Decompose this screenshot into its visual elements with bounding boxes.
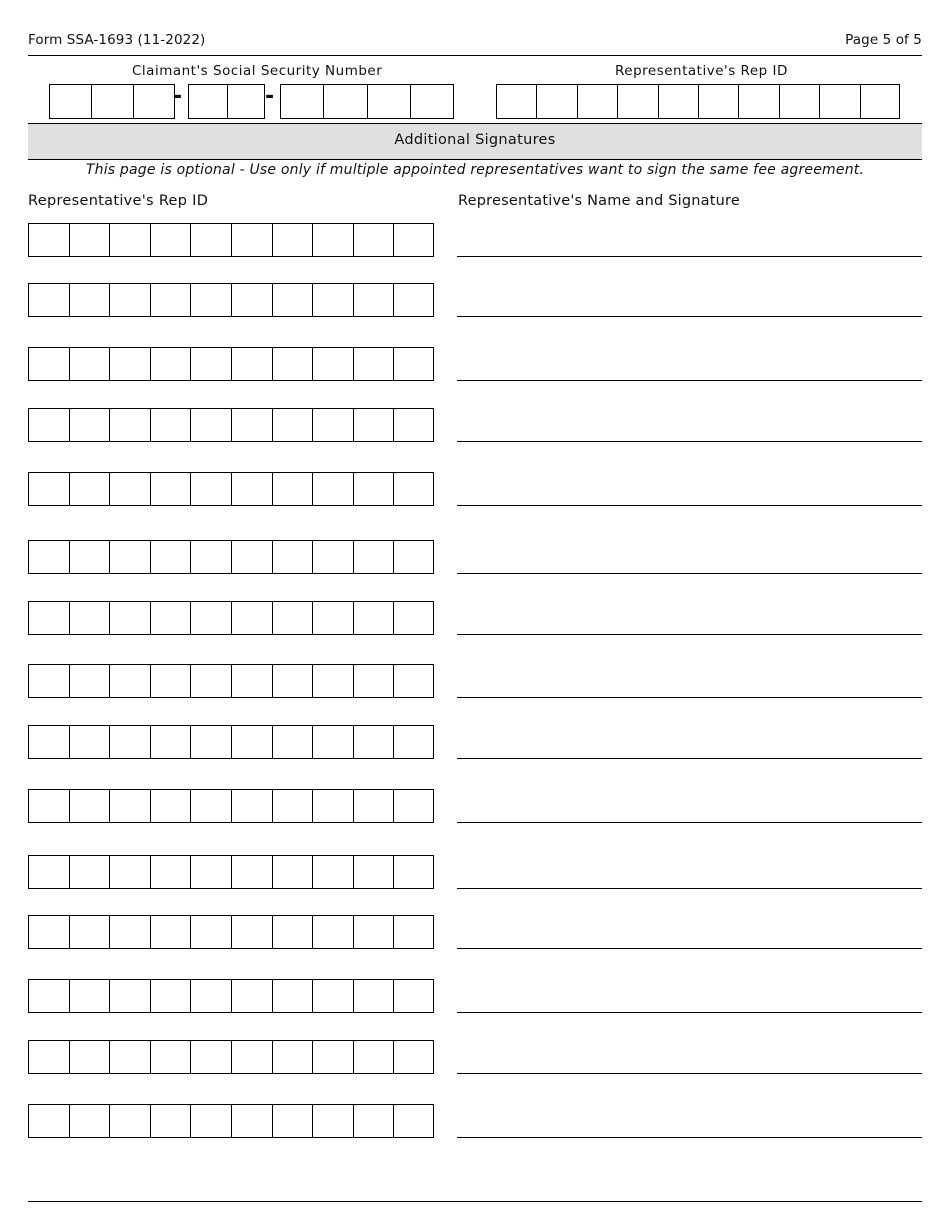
rep-id-digit-box[interactable] [150, 855, 191, 889]
rep-id-digit-box[interactable] [393, 601, 434, 635]
rep-id-digit-box[interactable] [312, 979, 353, 1013]
top-rep-id-digit-6[interactable] [698, 84, 738, 119]
rep-id-digit-box[interactable] [28, 664, 69, 698]
rep-id-boxes-row-2[interactable] [28, 283, 434, 317]
rep-id-digit-box[interactable] [231, 1040, 272, 1074]
rep-id-digit-box[interactable] [28, 855, 69, 889]
rep-id-digit-box[interactable] [272, 725, 313, 759]
ssn-digit-5[interactable] [227, 84, 265, 119]
rep-id-digit-box[interactable] [312, 855, 353, 889]
rep-id-boxes-row-6[interactable] [28, 540, 434, 574]
signature-line-row-5[interactable] [457, 472, 922, 506]
rep-id-digit-box[interactable] [353, 408, 394, 442]
rep-id-digit-box[interactable] [69, 979, 110, 1013]
rep-id-digit-box[interactable] [231, 347, 272, 381]
rep-id-digit-box[interactable] [272, 1040, 313, 1074]
rep-id-digit-box[interactable] [69, 855, 110, 889]
rep-id-boxes-row-13[interactable] [28, 979, 434, 1013]
rep-id-digit-box[interactable] [109, 979, 150, 1013]
ssn-digit-8[interactable] [367, 84, 410, 119]
rep-id-digit-box[interactable] [109, 1040, 150, 1074]
rep-id-digit-box[interactable] [393, 855, 434, 889]
rep-id-digit-box[interactable] [28, 283, 69, 317]
top-rep-id-digit-5[interactable] [658, 84, 698, 119]
rep-id-digit-box[interactable] [150, 1040, 191, 1074]
rep-id-boxes-row-14[interactable] [28, 1040, 434, 1074]
rep-id-digit-box[interactable] [109, 725, 150, 759]
rep-id-digit-box[interactable] [69, 789, 110, 823]
rep-id-digit-box[interactable] [231, 283, 272, 317]
rep-id-digit-box[interactable] [190, 472, 231, 506]
rep-id-digit-box[interactable] [69, 540, 110, 574]
rep-id-digit-box[interactable] [272, 601, 313, 635]
form-id: Form SSA-1693 (11-2022) [28, 32, 206, 48]
rep-id-digit-box[interactable] [272, 789, 313, 823]
rep-id-digit-box[interactable] [393, 725, 434, 759]
signature-line-row-8[interactable] [457, 664, 922, 698]
top-rep-id-digit-1[interactable] [496, 84, 536, 119]
rep-id-digit-box[interactable] [28, 347, 69, 381]
rep-id-digit-box[interactable] [190, 979, 231, 1013]
top-rep-id-digit-10[interactable] [860, 84, 900, 119]
rep-id-digit-box[interactable] [69, 283, 110, 317]
rep-id-digit-box[interactable] [312, 664, 353, 698]
top-rep-id-label: Representative's Rep ID [615, 63, 788, 79]
rep-id-digit-box[interactable] [393, 664, 434, 698]
rep-id-digit-box[interactable] [393, 347, 434, 381]
rep-id-digit-box[interactable] [353, 601, 394, 635]
rep-id-digit-box[interactable] [109, 1104, 150, 1138]
signature-line-row-6[interactable] [457, 540, 922, 574]
rep-id-digit-box[interactable] [231, 725, 272, 759]
signature-line-row-2[interactable] [457, 283, 922, 317]
rep-id-digit-box[interactable] [231, 540, 272, 574]
rep-id-digit-box[interactable] [69, 725, 110, 759]
rep-id-digit-box[interactable] [150, 601, 191, 635]
rep-id-boxes-row-7[interactable] [28, 601, 434, 635]
rep-id-digit-box[interactable] [28, 1040, 69, 1074]
rep-id-digit-box[interactable] [69, 1040, 110, 1074]
rep-id-digit-box[interactable] [150, 223, 191, 257]
rep-id-digit-box[interactable] [353, 283, 394, 317]
rep-id-digit-box[interactable] [150, 979, 191, 1013]
rep-id-digit-box[interactable] [190, 664, 231, 698]
rep-id-digit-box[interactable] [190, 540, 231, 574]
header-rule [28, 55, 922, 56]
rep-id-digit-box[interactable] [69, 408, 110, 442]
rep-id-boxes-row-15[interactable] [28, 1104, 434, 1138]
rep-id-digit-box[interactable] [272, 855, 313, 889]
rep-id-boxes-row-9[interactable] [28, 725, 434, 759]
rep-id-digit-box[interactable] [150, 915, 191, 949]
top-rep-id-boxes[interactable] [496, 84, 900, 119]
rep-id-digit-box[interactable] [393, 540, 434, 574]
signature-line-row-1[interactable] [457, 223, 922, 257]
top-rep-id-digit-3[interactable] [577, 84, 617, 119]
signature-line-row-10[interactable] [457, 789, 922, 823]
rep-id-digit-box[interactable] [312, 283, 353, 317]
rep-id-digit-box[interactable] [272, 223, 313, 257]
rep-id-digit-box[interactable] [272, 408, 313, 442]
rep-id-digit-box[interactable] [69, 601, 110, 635]
rep-id-digit-box[interactable] [109, 347, 150, 381]
rep-id-digit-box[interactable] [109, 664, 150, 698]
top-rep-id-digit-7[interactable] [738, 84, 778, 119]
rep-id-digit-box[interactable] [69, 664, 110, 698]
rep-id-boxes-row-1[interactable] [28, 223, 434, 257]
signature-line-row-13[interactable] [457, 979, 922, 1013]
rep-id-digit-box[interactable] [150, 725, 191, 759]
rep-id-digit-box[interactable] [231, 855, 272, 889]
rep-id-digit-box[interactable] [312, 1040, 353, 1074]
rep-id-digit-box[interactable] [312, 347, 353, 381]
rep-id-digit-box[interactable] [353, 540, 394, 574]
rep-id-digit-box[interactable] [231, 223, 272, 257]
rep-id-digit-box[interactable] [28, 1104, 69, 1138]
top-rep-id-digit-8[interactable] [779, 84, 819, 119]
optional-note: This page is optional - Use only if multiple appointed representatives want to sign the same fee agreement. [85, 162, 865, 178]
rep-id-digit-box[interactable] [28, 979, 69, 1013]
rep-id-digit-box[interactable] [190, 1040, 231, 1074]
page-number: Page 5 of 5 [845, 32, 922, 48]
rep-id-boxes-row-3[interactable] [28, 347, 434, 381]
ssn-digit-1[interactable] [49, 84, 91, 119]
ssn-digit-7[interactable] [323, 84, 367, 119]
signature-line-row-12[interactable] [457, 915, 922, 949]
rep-id-digit-box[interactable] [69, 223, 110, 257]
rep-id-digit-box[interactable] [231, 664, 272, 698]
rep-id-digit-box[interactable] [393, 1104, 434, 1138]
ssn-digit-3[interactable] [133, 84, 175, 119]
rep-id-digit-box[interactable] [28, 725, 69, 759]
rep-id-digit-box[interactable] [28, 601, 69, 635]
rep-id-digit-box[interactable] [312, 915, 353, 949]
rep-id-digit-box[interactable] [312, 408, 353, 442]
rep-id-digit-box[interactable] [28, 915, 69, 949]
rep-id-digit-box[interactable] [393, 408, 434, 442]
rep-id-digit-box[interactable] [69, 472, 110, 506]
ssn-dash-2: - [265, 84, 275, 109]
rep-id-digit-box[interactable] [353, 915, 394, 949]
rep-id-digit-box[interactable] [393, 915, 434, 949]
rep-id-digit-box[interactable] [272, 540, 313, 574]
rep-id-digit-box[interactable] [353, 789, 394, 823]
rep-id-digit-box[interactable] [150, 347, 191, 381]
rep-id-digit-box[interactable] [28, 472, 69, 506]
rep-id-digit-box[interactable] [231, 408, 272, 442]
signature-line-row-7[interactable] [457, 601, 922, 635]
rep-id-digit-box[interactable] [28, 789, 69, 823]
ssn-group-group[interactable] [188, 84, 265, 119]
rep-id-digit-box[interactable] [231, 915, 272, 949]
rep-id-digit-box[interactable] [393, 472, 434, 506]
rep-id-digit-box[interactable] [353, 1104, 394, 1138]
rep-id-digit-box[interactable] [190, 408, 231, 442]
rep-id-digit-box[interactable] [109, 540, 150, 574]
rep-id-boxes-row-11[interactable] [28, 855, 434, 889]
signature-line-row-11[interactable] [457, 855, 922, 889]
rep-id-digit-box[interactable] [231, 472, 272, 506]
rep-id-digit-box[interactable] [28, 223, 69, 257]
ssn-area-group[interactable] [49, 84, 175, 119]
rep-id-digit-box[interactable] [353, 664, 394, 698]
rep-id-digit-box[interactable] [272, 283, 313, 317]
rep-id-digit-box[interactable] [150, 789, 191, 823]
rep-id-digit-box[interactable] [353, 725, 394, 759]
rep-id-digit-box[interactable] [272, 347, 313, 381]
rep-id-digit-box[interactable] [312, 789, 353, 823]
rep-id-digit-box[interactable] [231, 1104, 272, 1138]
section-title: Additional Signatures [394, 132, 556, 148]
ssn-digit-9[interactable] [410, 84, 454, 119]
rep-id-digit-box[interactable] [231, 979, 272, 1013]
rep-id-digit-box[interactable] [312, 223, 353, 257]
rep-id-digit-box[interactable] [272, 664, 313, 698]
signature-line-row-4[interactable] [457, 408, 922, 442]
rep-id-boxes-row-12[interactable] [28, 915, 434, 949]
rep-id-digit-box[interactable] [272, 472, 313, 506]
rep-id-digit-box[interactable] [190, 915, 231, 949]
rep-id-digit-box[interactable] [109, 223, 150, 257]
ssn-digit-2[interactable] [91, 84, 133, 119]
ssn-digit-6[interactable] [280, 84, 323, 119]
rep-id-digit-box[interactable] [28, 408, 69, 442]
rep-id-digit-box[interactable] [150, 472, 191, 506]
rep-id-digit-box[interactable] [190, 789, 231, 823]
rep-id-digit-box[interactable] [272, 915, 313, 949]
rep-id-digit-box[interactable] [190, 347, 231, 381]
signature-line-row-3[interactable] [457, 347, 922, 381]
rep-id-digit-box[interactable] [150, 540, 191, 574]
rep-id-digit-box[interactable] [231, 601, 272, 635]
rep-id-boxes-row-10[interactable] [28, 789, 434, 823]
rep-id-digit-box[interactable] [190, 725, 231, 759]
top-rep-id-digit-2[interactable] [536, 84, 576, 119]
rep-id-digit-box[interactable] [312, 725, 353, 759]
rep-id-boxes-row-8[interactable] [28, 664, 434, 698]
rep-id-digit-box[interactable] [353, 347, 394, 381]
rep-id-digit-box[interactable] [69, 347, 110, 381]
rep-id-digit-box[interactable] [353, 1040, 394, 1074]
rep-id-digit-box[interactable] [109, 601, 150, 635]
rep-id-digit-box[interactable] [190, 283, 231, 317]
rep-id-digit-box[interactable] [109, 283, 150, 317]
rep-id-digit-box[interactable] [393, 979, 434, 1013]
rep-id-digit-box[interactable] [109, 915, 150, 949]
rep-id-column-header: Representative's Rep ID [28, 193, 209, 209]
rep-id-digit-box[interactable] [312, 472, 353, 506]
rep-id-digit-box[interactable] [353, 979, 394, 1013]
rep-id-digit-box[interactable] [312, 601, 353, 635]
rep-id-digit-box[interactable] [231, 789, 272, 823]
ssn-label: Claimant's Social Security Number [132, 63, 383, 79]
rep-id-digit-box[interactable] [393, 1040, 434, 1074]
rep-id-digit-box[interactable] [190, 1104, 231, 1138]
rep-id-digit-box[interactable] [312, 1104, 353, 1138]
rep-id-digit-box[interactable] [109, 855, 150, 889]
rep-id-digit-box[interactable] [393, 789, 434, 823]
signature-line-row-14[interactable] [457, 1040, 922, 1074]
ssn-serial-group[interactable] [280, 84, 454, 119]
rep-id-digit-box[interactable] [109, 789, 150, 823]
rep-id-digit-box[interactable] [69, 1104, 110, 1138]
top-rep-id-digit-4[interactable] [617, 84, 657, 119]
rep-id-boxes-row-4[interactable] [28, 408, 434, 442]
rep-id-digit-box[interactable] [272, 979, 313, 1013]
signature-line-row-15[interactable] [457, 1104, 922, 1138]
footer-rule [28, 1201, 922, 1202]
rep-id-digit-box[interactable] [353, 855, 394, 889]
rep-id-digit-box[interactable] [109, 408, 150, 442]
rep-id-digit-box[interactable] [312, 540, 353, 574]
rep-id-digit-box[interactable] [272, 1104, 313, 1138]
rep-id-digit-box[interactable] [190, 223, 231, 257]
top-rep-id-digit-9[interactable] [819, 84, 859, 119]
rep-id-digit-box[interactable] [150, 1104, 191, 1138]
ssn-digit-4[interactable] [188, 84, 227, 119]
rep-id-digit-box[interactable] [150, 408, 191, 442]
rep-id-digit-box[interactable] [28, 540, 69, 574]
rep-id-digit-box[interactable] [190, 601, 231, 635]
rep-id-digit-box[interactable] [109, 472, 150, 506]
signature-line-row-9[interactable] [457, 725, 922, 759]
rep-id-digit-box[interactable] [69, 915, 110, 949]
signature-column-header: Representative's Name and Signature [458, 193, 740, 209]
rep-id-digit-box[interactable] [353, 223, 394, 257]
rep-id-boxes-row-5[interactable] [28, 472, 434, 506]
rep-id-digit-box[interactable] [353, 472, 394, 506]
rep-id-digit-box[interactable] [393, 283, 434, 317]
rep-id-digit-box[interactable] [150, 283, 191, 317]
rep-id-digit-box[interactable] [190, 855, 231, 889]
ssn-dash-1: - [173, 84, 183, 109]
rep-id-digit-box[interactable] [393, 223, 434, 257]
rep-id-digit-box[interactable] [150, 664, 191, 698]
